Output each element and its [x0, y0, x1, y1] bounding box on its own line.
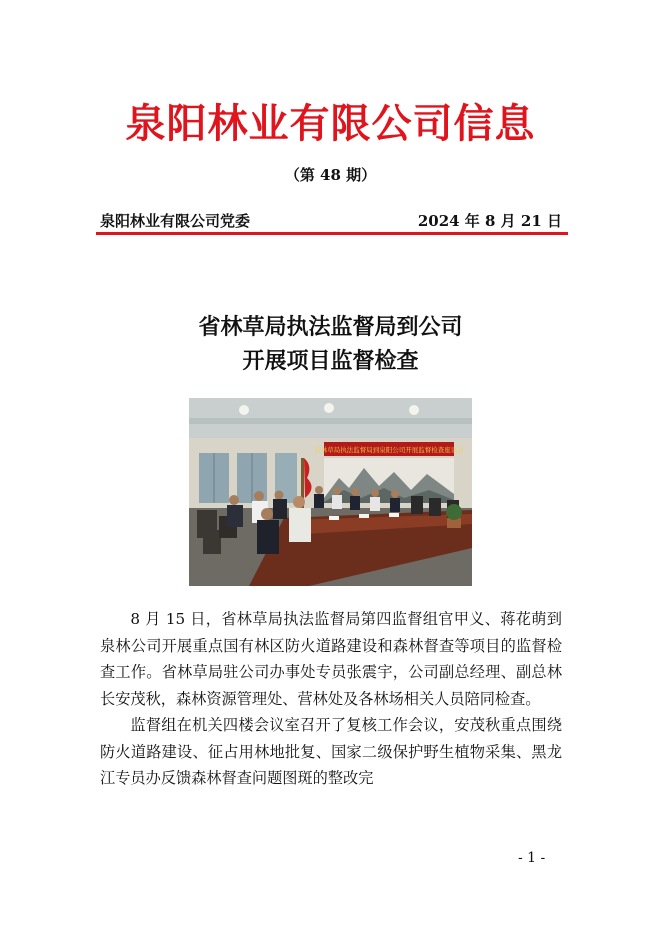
- page-number: - 1 -: [518, 850, 546, 866]
- meeting-photo: [189, 398, 472, 586]
- article-title-line-2: 开展项目监督检查: [242, 348, 419, 374]
- article-paragraph-2: 监督组在机关四楼会议室召开了复核工作会议，安茂秋重点围绕防火道路建设、征占用林地批复、国家二级保护野生植物采集、黑龙江专员办反馈森林督查问题图斑的整改完: [100, 716, 562, 787]
- issue-number: （第 48 期）: [284, 166, 377, 184]
- article-title: [0, 310, 661, 378]
- meeting-photo-illustration: [189, 398, 472, 586]
- masthead-title: 泉阳林业有限公司信息: [125, 100, 536, 147]
- article-title-line-1: 省林草局执法监督局到公司: [198, 314, 463, 340]
- article-body: [100, 606, 562, 792]
- article-paragraph-1: 8 月 15 日，省林草局执法监督局第四监督组官甲义、蒋花萌到泉林公司开展重点国有林区防火道路建设和森林督查等项目的监督检查工作。省林草局驻公司办事处专员张震宇，公司副总经理、副总林长安茂秋，森林资源管理处、营林处及各林场相关人员陪同检查。: [100, 610, 562, 708]
- issuer-org: 泉阳林业有限公司党委: [100, 212, 251, 230]
- issue-date: 2024 年 8 月 21 日: [417, 212, 562, 230]
- photo-banner-text: 省林草局执法监督局到泉阳公司开展监督检查座谈会: [314, 446, 464, 454]
- red-divider: [96, 232, 568, 235]
